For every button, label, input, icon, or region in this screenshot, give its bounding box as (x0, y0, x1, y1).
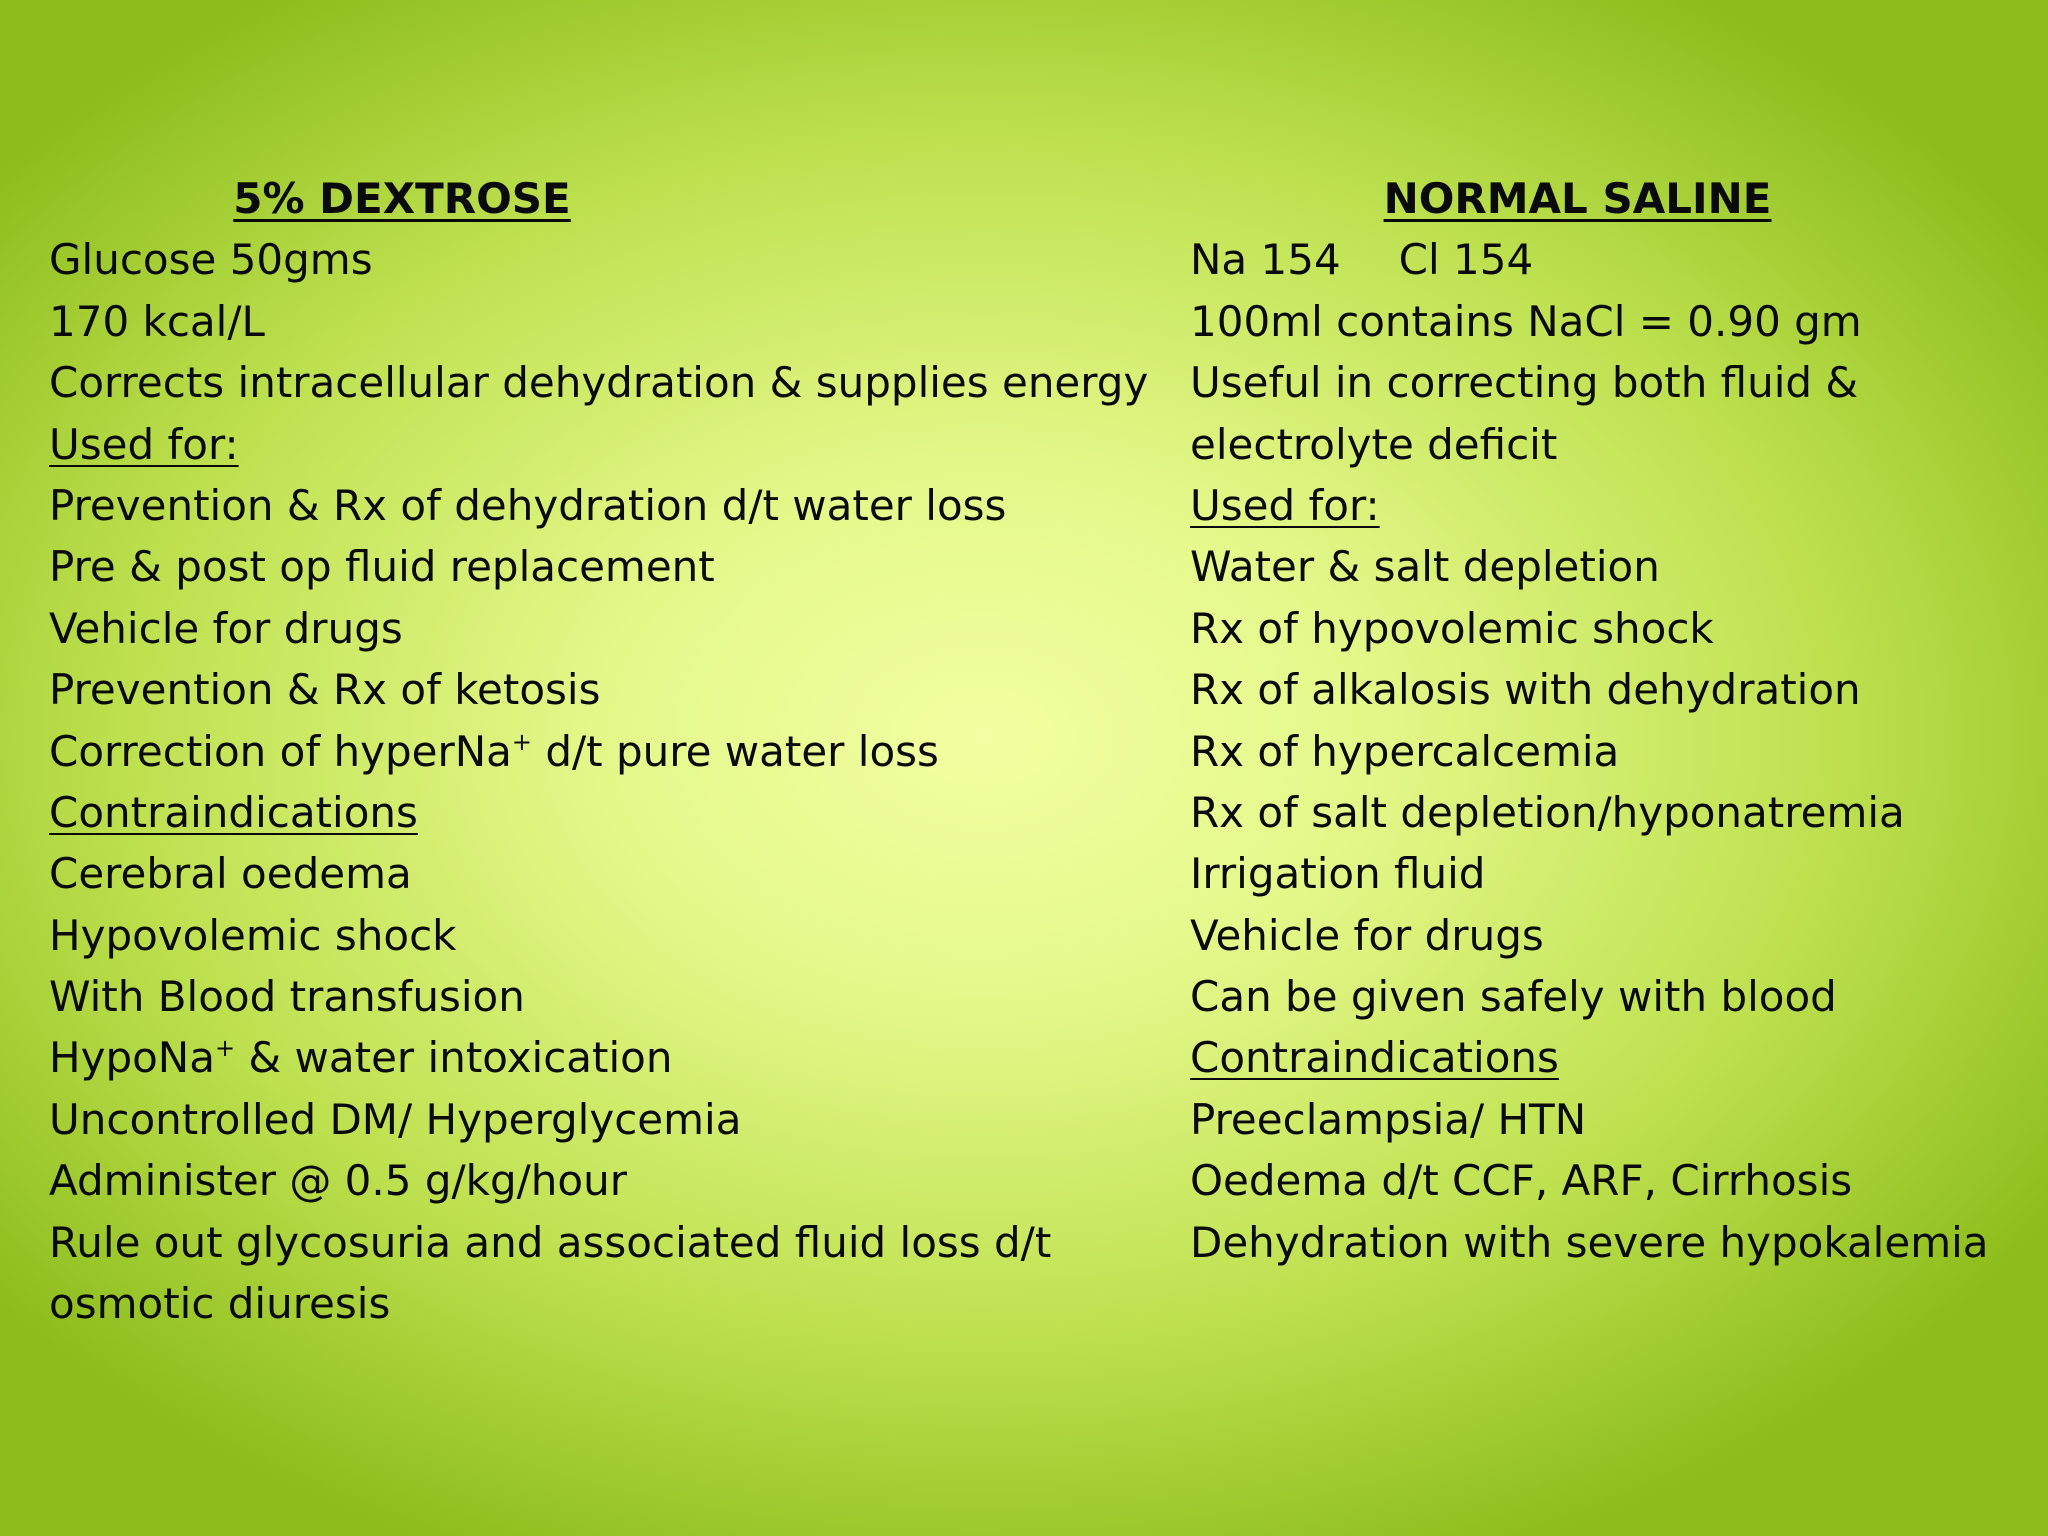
saline-used-for (1190, 475, 2020, 536)
dextrose-contra-item: Hypovolemic shock (49, 910, 457, 960)
dextrose-contra (49, 782, 1169, 843)
saline-use-item: Rx of alkalosis with dehydration (1190, 665, 1861, 715)
saline-use-item: Rx of hypercalcemia (1190, 726, 1620, 776)
saline-use-item: Water & salt depletion (1190, 542, 1660, 592)
dextrose-use-hypernatremia (49, 721, 1169, 782)
hyponat-suffix: & water intoxication (235, 1033, 673, 1083)
hypernat-suffix: d/t pure water loss (531, 726, 939, 776)
dextrose-kcal: 170 kcal/L (49, 296, 265, 346)
dextrose-contra-item: osmotic diuresis (49, 1279, 391, 1329)
saline-column (1190, 168, 2020, 1273)
saline-used-for-label: Used for: (1190, 480, 1380, 530)
dextrose-use-item: Prevention & Rx of ketosis (49, 665, 601, 715)
saline-use-item: Rx of salt depletion/hyponatremia (1190, 787, 1905, 837)
saline-electrolytes (1190, 229, 2020, 290)
dextrose-contra-label: Contraindications (49, 787, 418, 837)
saline-contra-label: Contraindications (1190, 1033, 1559, 1083)
saline-use-item: Irrigation fluid (1190, 849, 1486, 899)
dextrose-contra-hyponatremia (49, 1027, 1169, 1088)
dextrose-contra-item: Uncontrolled DM/ Hyperglycemia (49, 1094, 742, 1144)
saline-useful-1: Useful in correcting both fluid & (1190, 358, 1859, 408)
saline-use-item: Rx of hypovolemic shock (1190, 603, 1714, 653)
dextrose-glucose: Glucose 50gms (49, 235, 373, 285)
saline-use-item: Can be given safely with blood (1190, 972, 1837, 1022)
dextrose-contra-item: Administer @ 0.5 g/kg/hour (49, 1156, 627, 1206)
dextrose-contra-item: Rule out glycosuria and associated fluid loss d/t (49, 1217, 1052, 1267)
saline-heading: NORMAL SALINE (1383, 174, 1772, 223)
dextrose-column (49, 168, 1169, 1334)
dextrose-use-item: Vehicle for drugs (49, 603, 403, 653)
dextrose-contra-item: With Blood transfusion (49, 972, 525, 1022)
hypernat-sup: + (511, 727, 532, 756)
hyponat-prefix: HypoNa (49, 1033, 215, 1083)
saline-contra-item: Dehydration with severe hypokalemia (1190, 1217, 1989, 1267)
saline-na: Na 154 (1190, 235, 1341, 285)
dextrose-use-item: Prevention & Rx of dehydration d/t water loss (49, 480, 1007, 530)
dextrose-corrects: Corrects intracellular dehydration & supplies energy (49, 358, 1149, 408)
hypernat-prefix: Correction of hyperNa (49, 726, 512, 776)
saline-contra-item: Oedema d/t CCF, ARF, Cirrhosis (1190, 1156, 1853, 1206)
saline-contra (1190, 1027, 2020, 1088)
hyponat-sup: + (214, 1034, 236, 1063)
dextrose-use-item: Pre & post op fluid replacement (49, 542, 715, 592)
saline-contains: 100ml contains NaCl = 0.90 gm (1190, 296, 1862, 346)
saline-useful-2: electrolyte deficit (1190, 419, 1558, 469)
dextrose-heading: 5% DEXTROSE (233, 174, 571, 223)
dextrose-used-for-label: Used for: (49, 419, 239, 469)
saline-contra-item: Preeclampsia/ HTN (1190, 1094, 1587, 1144)
dextrose-contra-item: Cerebral oedema (49, 849, 412, 899)
dextrose-used-for (49, 414, 1169, 475)
saline-use-item: Vehicle for drugs (1190, 910, 1544, 960)
saline-cl: Cl 154 (1398, 235, 1534, 285)
